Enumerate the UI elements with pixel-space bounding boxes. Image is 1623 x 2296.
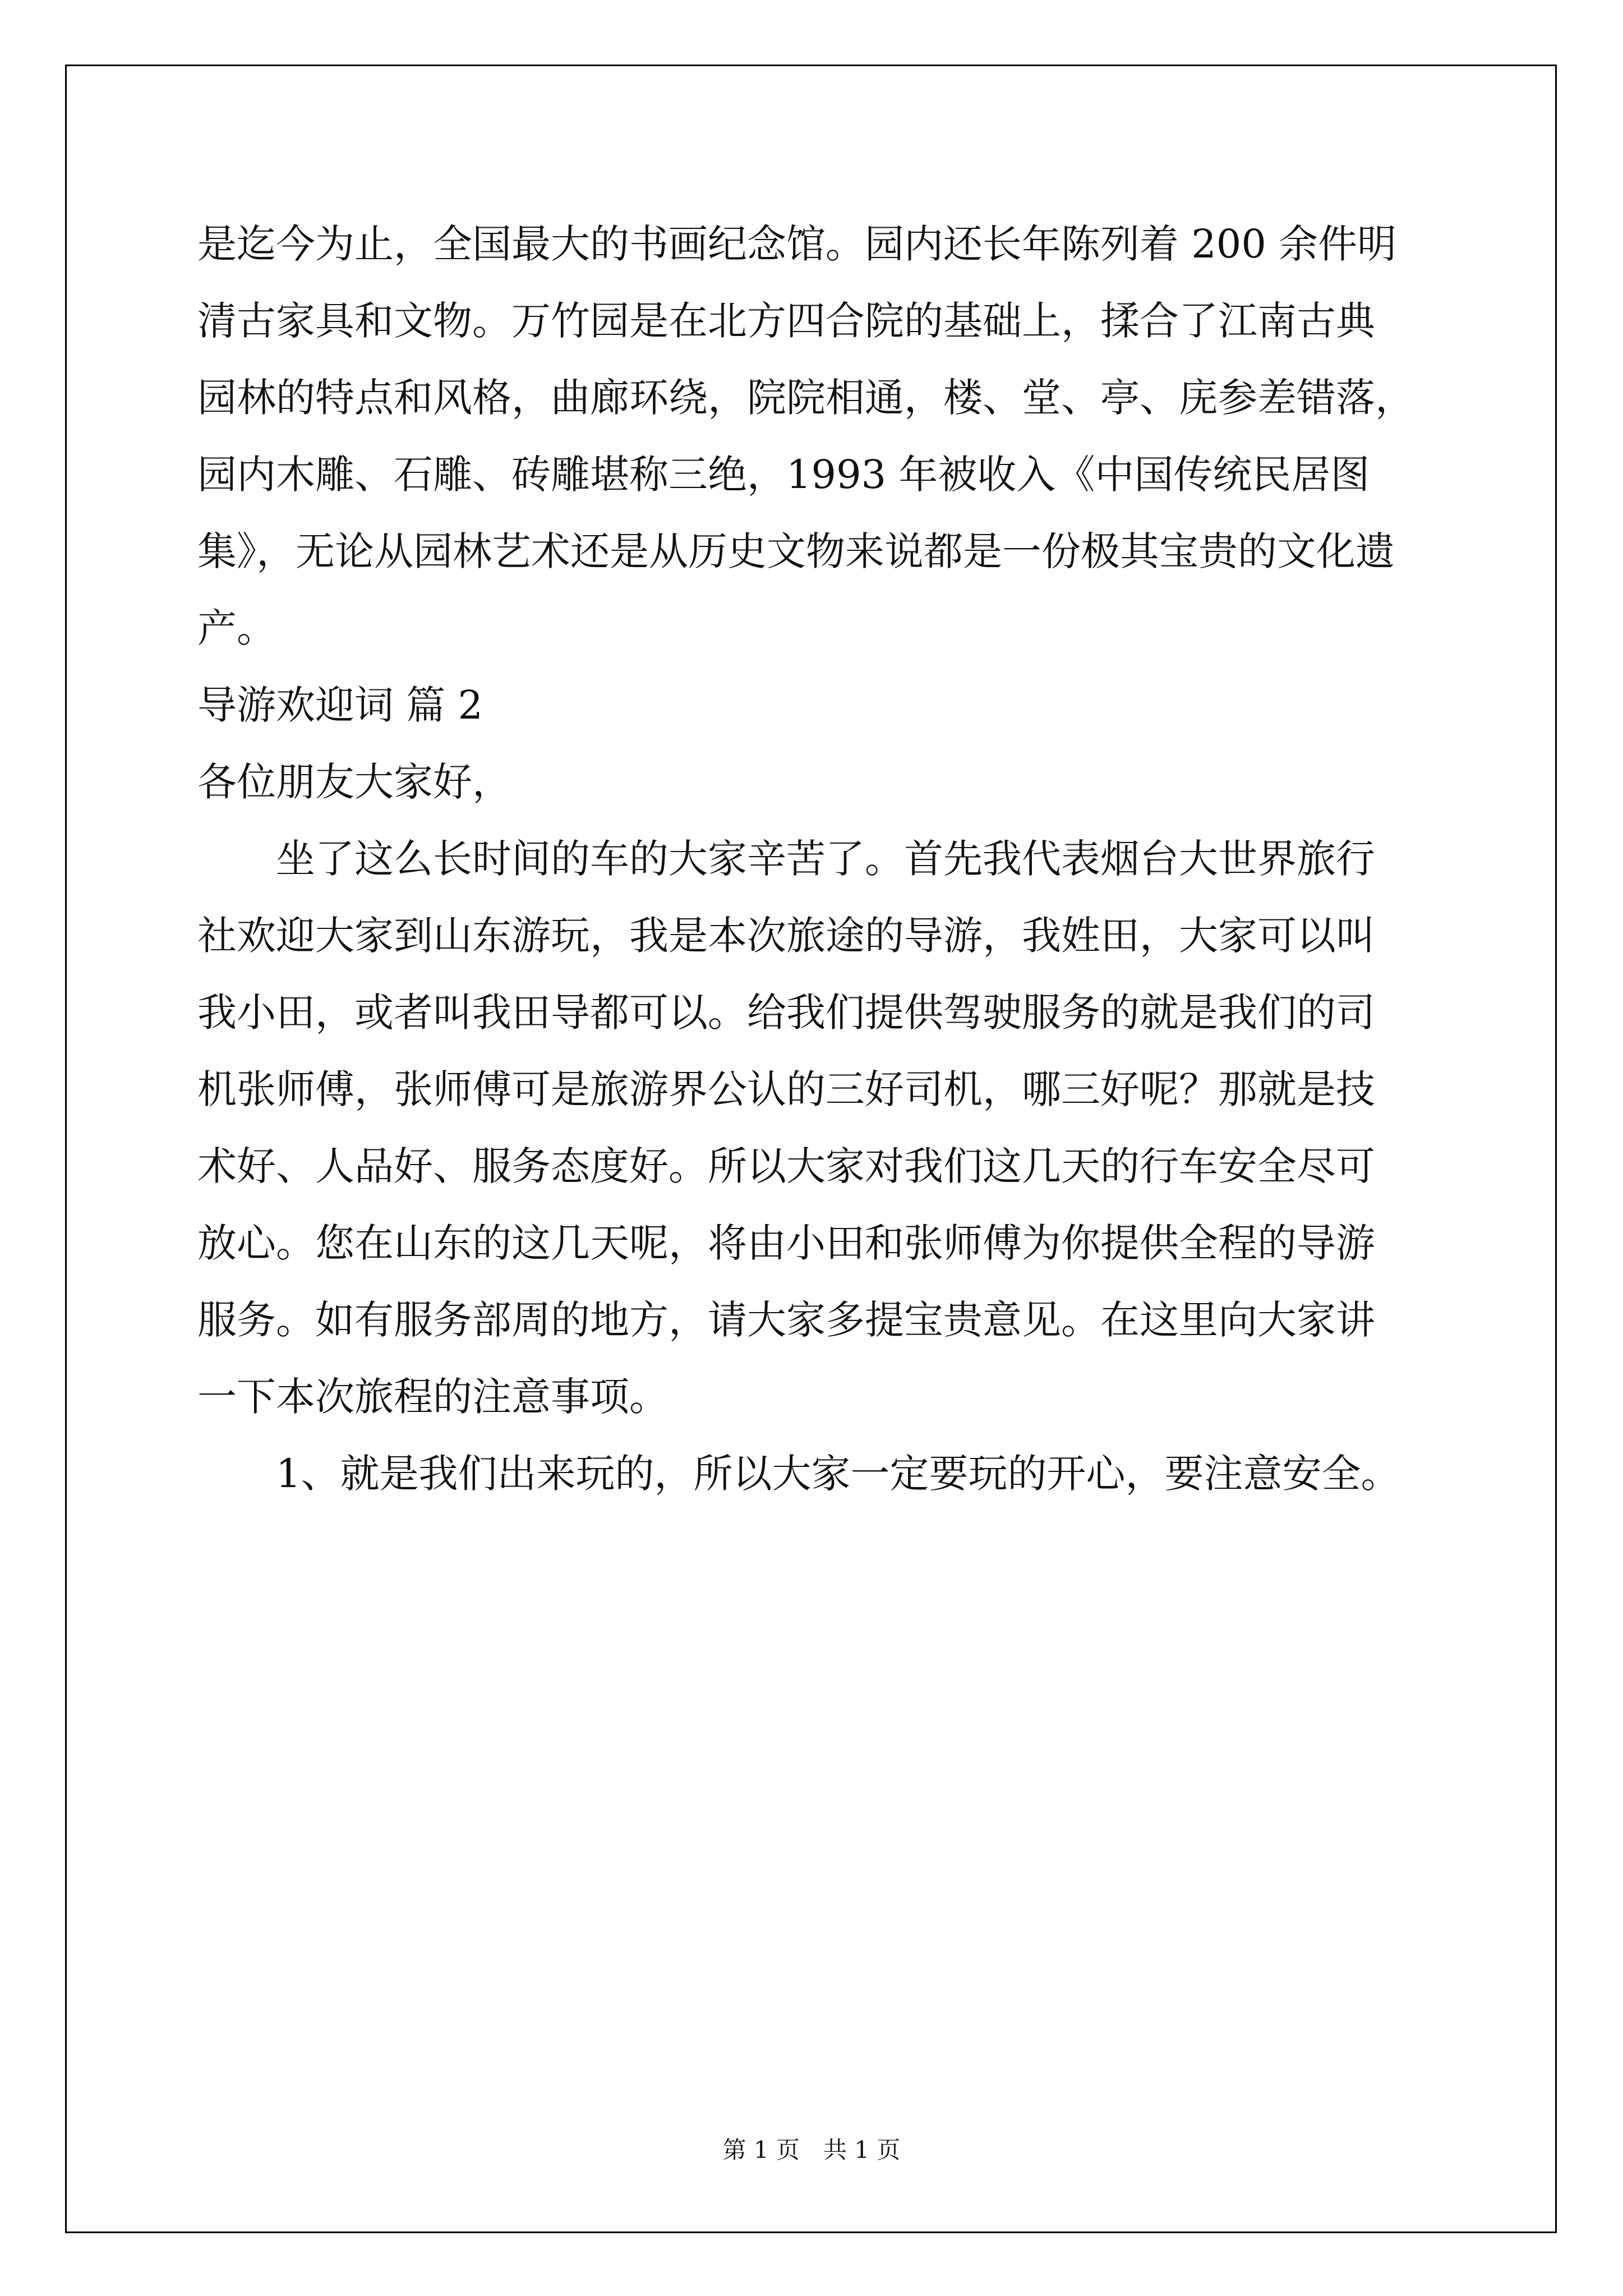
paragraph-line: 园林的特点和风格，曲廊环绕，院院相通，楼、堂、亭、庑参差错落，: [197, 375, 1414, 421]
paragraph-line: 放心。您在山东的这几天呢，将由小田和张师傅为你提供全程的导游: [197, 1220, 1375, 1266]
paragraph-line: 我小田，或者叫我田导都可以。给我们提供驾驶服务的就是我们的司: [197, 990, 1375, 1036]
paragraph-line: 是迄今为止，全国最大的书画纪念馆。园内还长年陈列着 200 余件明: [197, 221, 1397, 267]
paragraph-line: 服务。如有服务部周的地方，请大家多提宝贵意见。在这里向大家讲: [197, 1297, 1375, 1343]
paragraph-line: 园内木雕、石雕、砖雕堪称三绝，1993 年被收入《中国传统民居图: [197, 452, 1370, 498]
paragraph-line: 机张师傅，张师傅可是旅游界公认的三好司机，哪三好呢？那就是技: [197, 1066, 1375, 1112]
paragraph-line: 产。: [197, 605, 276, 651]
paragraph-line: 坐了这么长时间的车的大家辛苦了。首先我代表烟台大世界旅行: [276, 836, 1375, 882]
paragraph-line: 术好、人品好、服务态度好。所以大家对我们这几天的行车安全尽可: [197, 1143, 1375, 1189]
paragraph-line: 社欢迎大家到山东游玩，我是本次旅途的导游，我姓田，大家可以叫: [197, 913, 1375, 959]
page-footer: 第 1 页 共 1 页: [722, 2136, 901, 2164]
paragraph-line: 集》，无论从园林艺术还是从历史文物来说都是一份极其宝贵的文化遗: [197, 528, 1395, 574]
section-heading: 导游欢迎词 篇 2: [197, 682, 483, 728]
greeting-line: 各位朋友大家好，: [197, 759, 511, 805]
list-item: 1、就是我们出来玩的，所以大家一定要玩的开心，要注意安全。: [276, 1451, 1400, 1497]
paragraph-line: 一下本次旅程的注意事项。: [197, 1374, 668, 1420]
paragraph-line: 清古家具和文物。万竹园是在北方四合院的基础上，揉合了江南古典: [197, 298, 1375, 344]
